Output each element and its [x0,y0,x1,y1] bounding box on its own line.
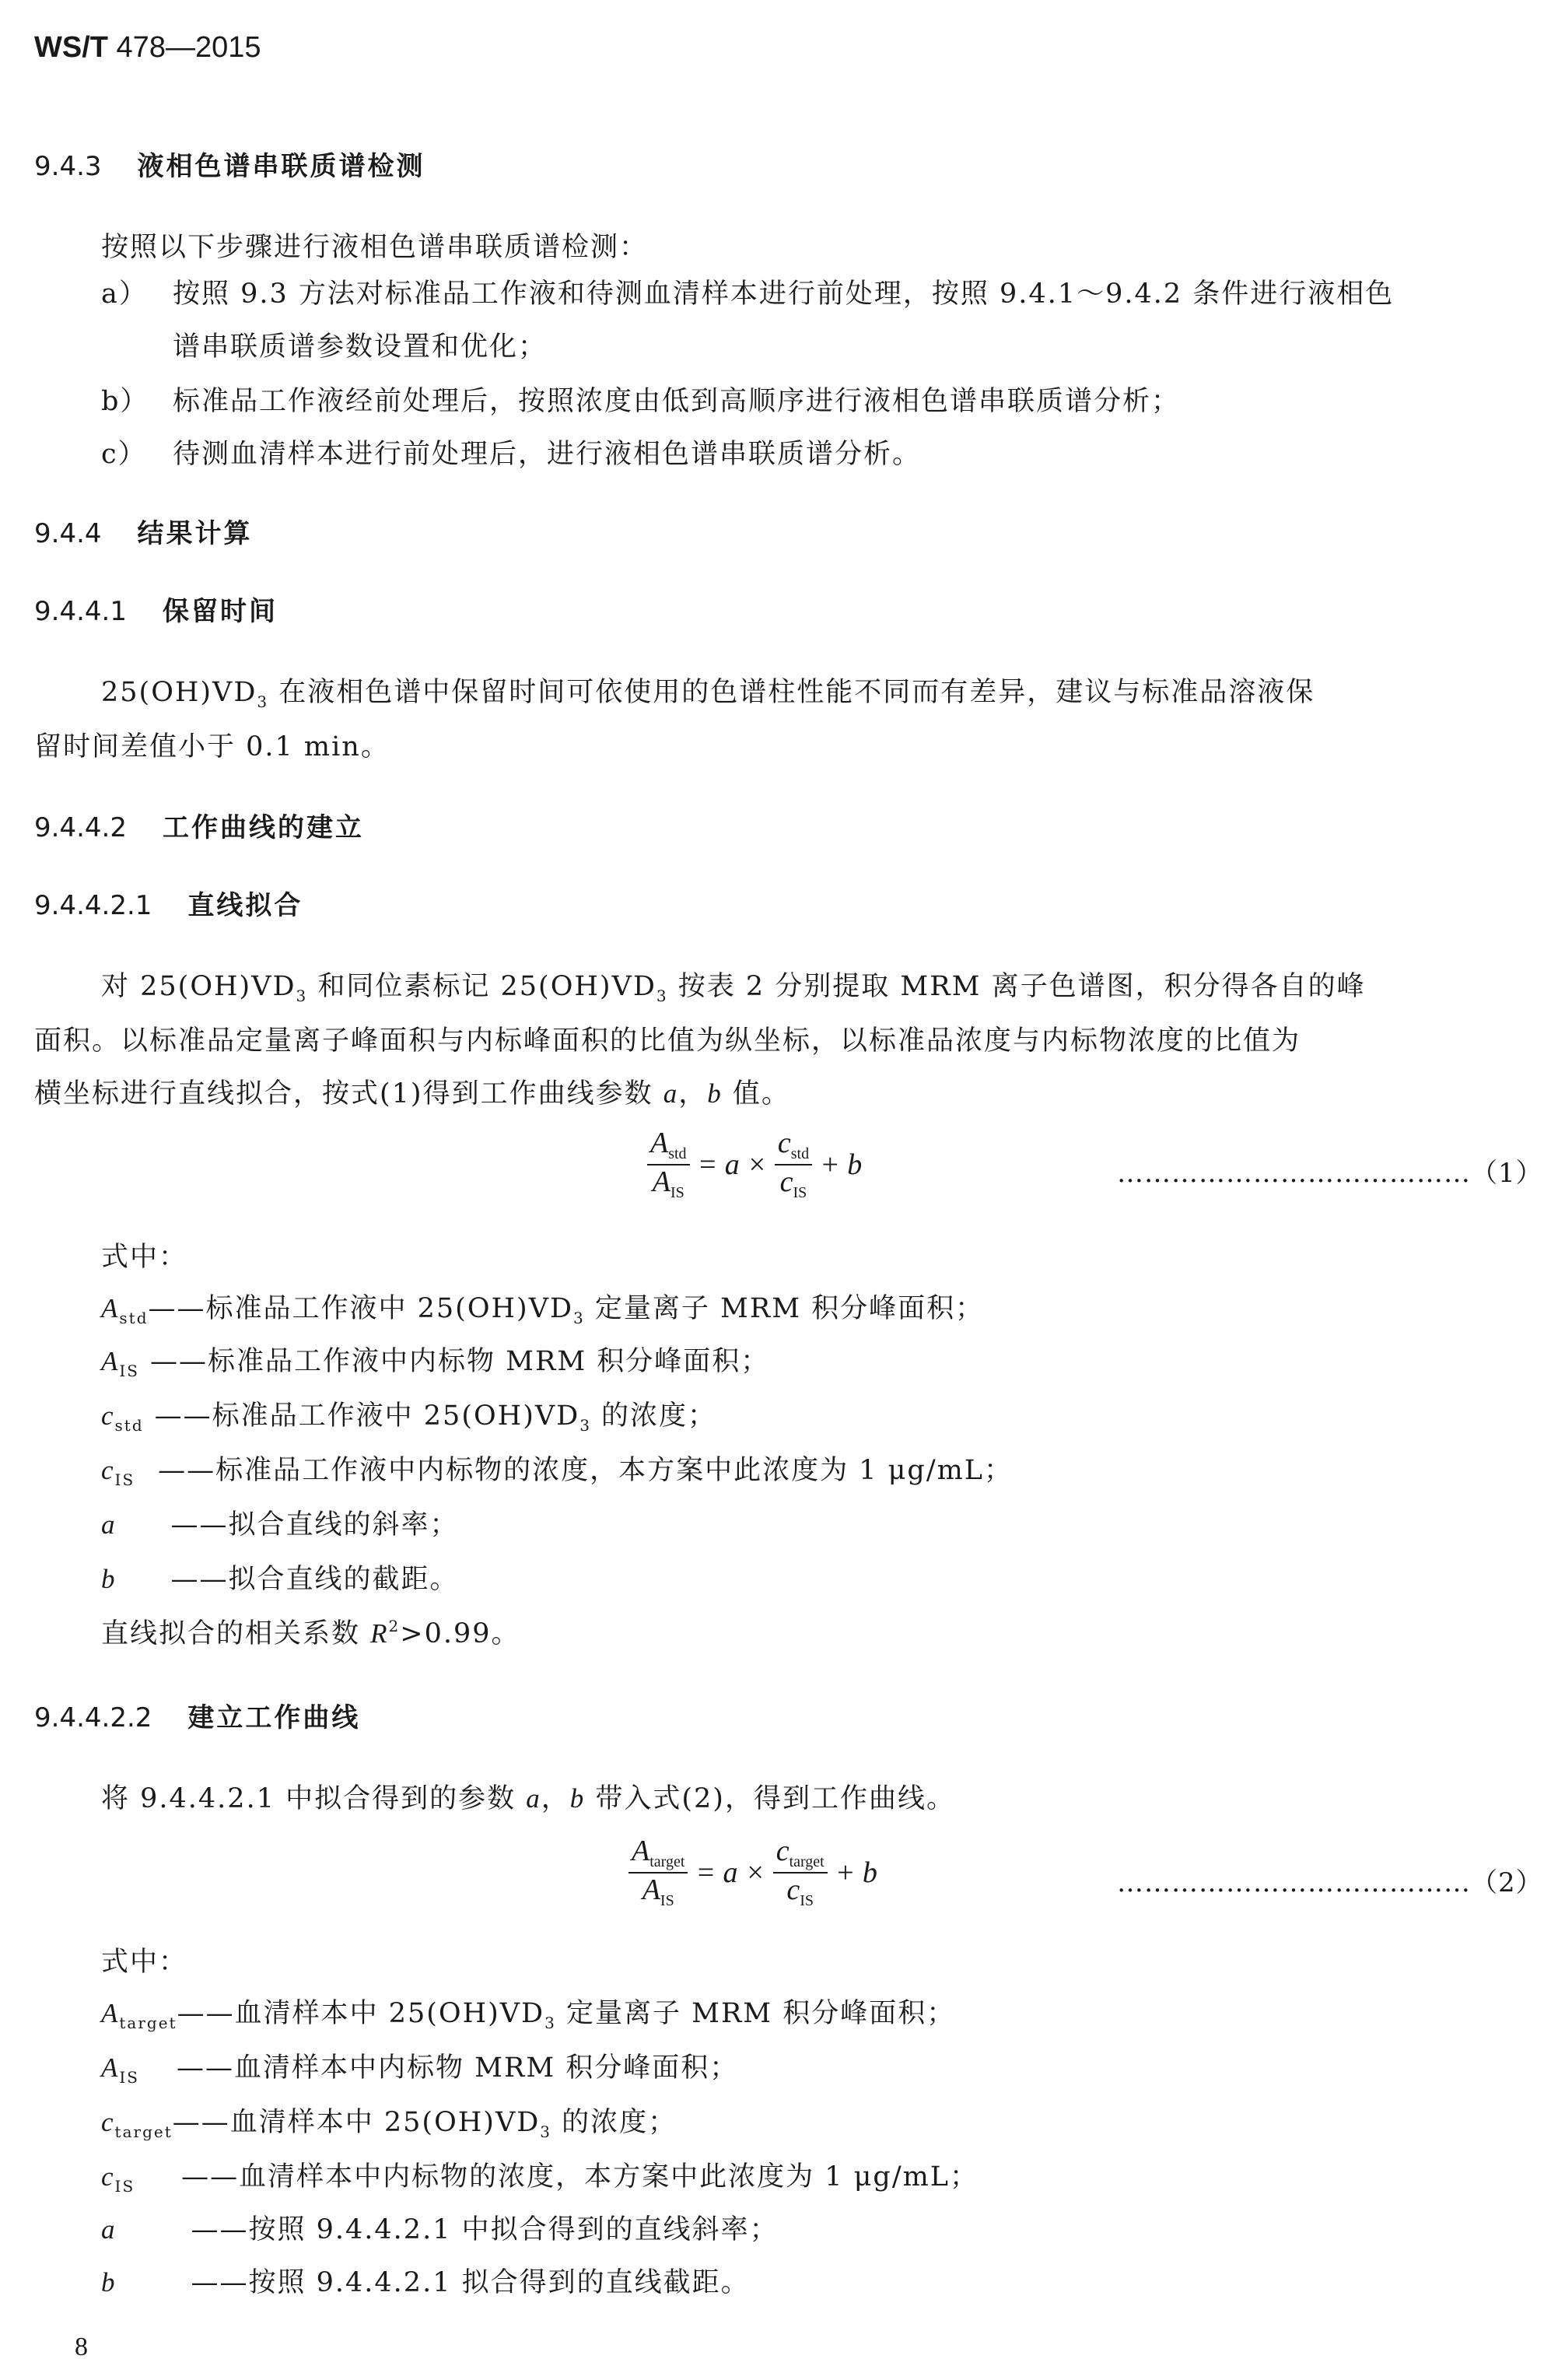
equation-1: $\frac{A_{std}}{A_{IS}}$ = a × $\frac{c_{std}}{c_{IS}}$ + b [647,1127,870,1203]
section-title: 保留时间 [162,596,278,627]
equation-number: …………………………………（1） [1117,1158,1543,1189]
section-title: 结果计算 [137,518,253,549]
equation-number: …………………………………（2） [1117,1867,1543,1898]
paragraph-line: 直线拟合的相关系数 $R^2>0.99$。 [101,1617,520,1649]
definition-item: $A_{IS}$ ——血清样本中内标物 MRM 积分峰面积； [101,2052,739,2087]
paragraph-line: 将 9.4.4.2.1 中拟合得到的参数 a，b 带入式(2)，得到工作曲线。 [101,1783,955,1814]
definition-item: a ——按照 9.4.4.2.1 中拟合得到的直线斜率； [101,2214,779,2245]
fraction: $\frac{A_{target}}{A_{IS}}$ [628,1835,688,1911]
section-heading-9-4-4-2-1 [34,884,303,922]
paragraph-line: $25(OH)VD_3$ 在液相色谱中保留时间可依使用的色谱柱性能不同而有差异，建议与标准品溶液保 [101,677,1315,711]
section-title: 工作曲线的建立 [162,812,364,843]
document-code [34,31,261,65]
where-label: 式中： [101,1242,188,1273]
section-heading-9-4-4-1 [34,590,278,628]
section-heading-9-4-4-2-2 [34,1696,360,1734]
section-number: 9.4.4.1 [34,596,127,627]
list-marker: c） [101,439,147,470]
definition-item: a ——拟合直线的斜率； [101,1509,459,1541]
section-heading-9-4-3 [34,145,425,183]
page-number: 8 [75,2333,88,2361]
list-item-text: 按照 9.3 方法对标准品工作液和待测血清样本进行前处理，按照 9.4.1～9.4.2 条件进行液相色 [173,279,1395,310]
section-title: 液相色谱串联质谱检测 [137,151,425,182]
definition-item: $c_{target}——$血清样本中 $25(OH)VD_3$ 的浓度； [101,2107,677,2141]
fraction: $\frac{A_{std}}{A_{IS}}$ [647,1127,690,1203]
section-number: 9.4.4.2 [34,812,127,843]
paragraph-line: 留时间差值小于 0.1 min。 [34,731,390,762]
paragraph-line: 面积。以标准品定量离子峰面积与内标峰面积的比值为纵坐标，以标准品浓度与内标物浓度的比值为 [34,1025,1301,1057]
section-heading-9-4-4-2 [34,806,364,844]
section-number: 9.4.4 [34,518,102,549]
list-item-text: 标准品工作液经前处理后，按照浓度由低到高顺序进行液相色谱串联质谱分析； [173,386,1181,417]
fraction: $\frac{c_{std}}{c_{IS}}$ [775,1127,812,1203]
definition-item: $A_{std}——$标准品工作液中 $25(OH)VD_3$ 定量离子 MRM 积分峰面积； [101,1293,985,1327]
equation-2: $\frac{A_{target}}{A_{IS}}$ = a × $\frac{c_{target}}{c_{IS}}$ + b [628,1835,885,1911]
paragraph-line: 对 $25(OH)VD_3$ 和同位素标记 $25(OH)VD_3$ 按表 2 分别提取 MRM 离子色谱图，积分得各自的峰 [101,971,1366,1005]
definition-item: $A_{IS}$ ——标准品工作液中内标物 MRM 积分峰面积； [101,1346,770,1380]
definition-item: $c_{IS}$ ——标准品工作液中内标物的浓度，本方案中此浓度为 1 μg/mL； [101,1455,1014,1489]
definition-item: b ——拟合直线的截距。 [101,1564,459,1595]
fraction: $\frac{c_{target}}{c_{IS}}$ [773,1835,828,1911]
section-heading-9-4-4 [34,512,253,550]
section-title: 直线拟合 [187,890,303,921]
where-label: 式中： [101,1947,188,1978]
section-number: 9.4.4.2.1 [34,890,152,921]
definition-item: $A_{target}——$血清样本中 $25(OH)VD_3$ 定量离子 MRM 积分峰面积； [101,1998,956,2032]
section-number: 9.4.3 [34,151,102,182]
paragraph: 按照以下步骤进行液相色谱串联质谱检测： [101,232,649,263]
list-marker: a） [101,279,148,310]
standard-prefix: WS/T [34,31,108,64]
list-item-text: 谱串联质谱参数设置和优化； [173,331,548,363]
definition-item: b ——按照 9.4.4.2.1 拟合得到的直线截距。 [101,2267,750,2298]
list-item-text: 待测血清样本进行前处理后，进行液相色谱串联质谱分析。 [173,439,922,470]
paragraph-line: 横坐标进行直线拟合，按式(1)得到工作曲线参数 a，b 值。 [34,1078,790,1109]
standard-number: 478—2015 [116,31,261,64]
definition-item: $c_{std}$ ——标准品工作液中 $25(OH)VD_3$ 的浓度； [101,1400,717,1435]
section-title: 建立工作曲线 [187,1702,361,1733]
section-number: 9.4.4.2.2 [34,1702,152,1733]
definition-item: $c_{IS}$ ——血清样本中内标物的浓度，本方案中此浓度为 1 μg/mL； [101,2161,979,2196]
list-marker: b） [101,386,149,417]
